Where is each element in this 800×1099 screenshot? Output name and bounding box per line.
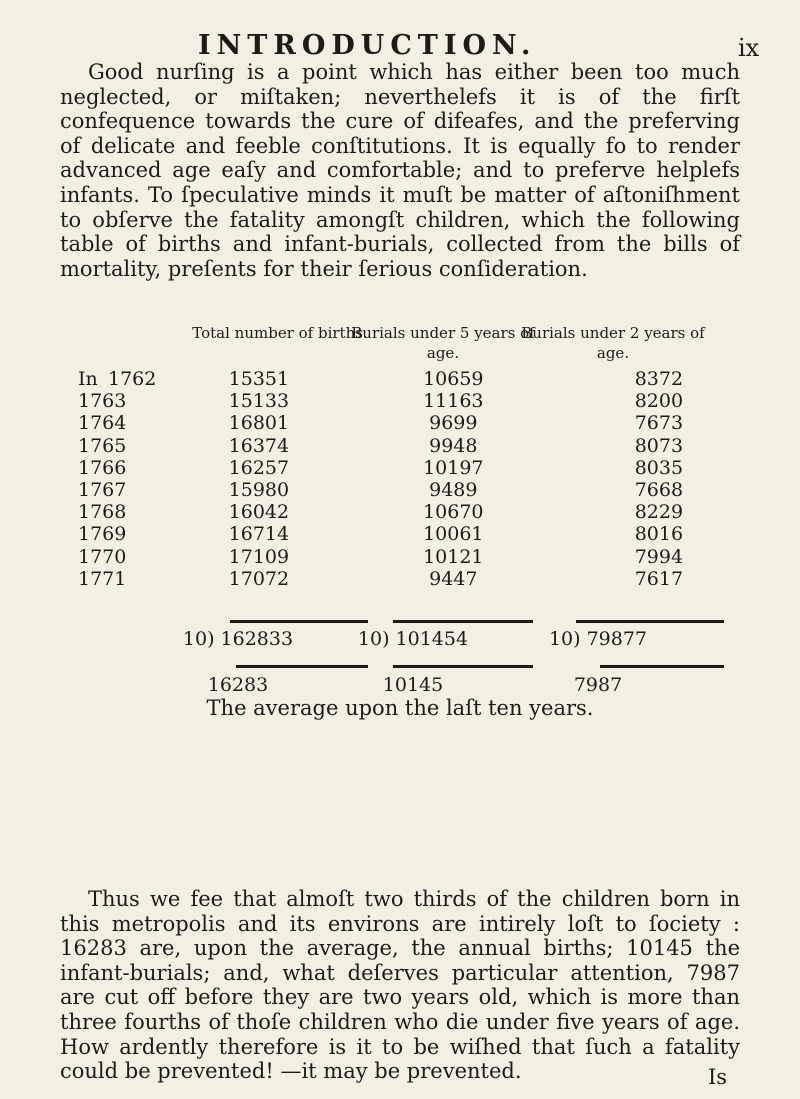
year-value: 1765: [78, 434, 127, 457]
births-cell: 16042: [228, 501, 290, 524]
under5-cell: 9489: [429, 479, 478, 502]
table-row: [50, 457, 770, 479]
under5-cell: 9447: [429, 567, 478, 590]
year-value: 1768: [78, 501, 127, 524]
paragraph-intro: Good nurſing is a point which has either been too much neglected, or miſtaken; neverthelefs it is of the firſt confequence towards the cure of difeafes, and the preferving of delicate and feeble conſtitutions. It is equally fo to render advanced age eaſy and comfortable; and to preferve helplefs infants. To ſpeculative minds it muſt be matter of aſtoniſhment to obſerve the fatality amongſt children, which the following table of births and infant-burials, collected from the bills of mortality, preſents for their ſerious conſideration.: [60, 60, 740, 281]
births-cell: 16374: [228, 434, 290, 457]
births-cell: 17109: [228, 545, 290, 568]
under2-cell: 7673: [634, 412, 684, 435]
table-row: [50, 546, 770, 568]
births-cell: 17072: [228, 567, 290, 590]
table-row: [50, 501, 770, 523]
column-header-burials-under-2: Burials under 2 years of age.: [521, 324, 705, 362]
year-cell: [50, 479, 159, 501]
under2-cell: 8016: [634, 523, 684, 546]
table-body: [50, 368, 770, 590]
table-row: [50, 479, 770, 501]
year-cell: [50, 501, 159, 523]
paragraph-conclusion: Thus we fee that almoſt two thirds of the children born in this metropolis and its environs are intirely loſt to ſociety : 16283 are, upon the average, the annual births; 10145 the infant-burials; and, what deſerves particular attention, 7987 are cut off before they are two years old, which is more than three fourths of thoſe children who die under five years of age. How ardently therefore is it to be wiſhed that ſuch a fatality could be prevented! —it may be prevented.: [60, 887, 740, 1084]
under2-cell: 8035: [634, 456, 684, 479]
births-cell: 16257: [228, 456, 290, 479]
averages-row: [50, 674, 770, 696]
births-cell: 16714: [228, 523, 290, 546]
year-value: 1769: [78, 523, 127, 546]
year-value: 1764: [78, 412, 127, 435]
average-under5: 10145: [382, 674, 444, 696]
table-rule: [230, 620, 368, 623]
column-header-births: Total number of births.: [192, 324, 368, 342]
table-rule: [393, 620, 533, 623]
year-cell: [50, 412, 159, 434]
column-header-burials-under-5: Burials under 5 years of age.: [351, 324, 535, 362]
in-word: In: [78, 368, 98, 391]
year-value: 1771: [78, 567, 127, 590]
year-value: 1767: [78, 479, 127, 502]
under2-cell: 7994: [634, 545, 684, 568]
total-under5: 10) 101454: [357, 628, 469, 650]
table-row: [50, 368, 770, 390]
under5-cell: 10670: [423, 501, 484, 524]
table-rule: [600, 665, 724, 668]
table-row: [50, 390, 770, 412]
table-rule: [236, 665, 368, 668]
under2-cell: 7617: [634, 567, 684, 590]
table-rule: [576, 620, 724, 623]
year-cell: [50, 568, 159, 590]
under2-cell: 8073: [634, 434, 684, 457]
births-burials-table: [50, 368, 770, 590]
table-row: [50, 568, 770, 590]
year-cell: [50, 390, 159, 412]
under5-cell: 11163: [423, 390, 484, 413]
average-births: 16283: [207, 674, 269, 696]
catchword: Is: [708, 1065, 728, 1089]
average-under2: 7987: [573, 674, 623, 696]
under2-cell: 7668: [634, 479, 684, 502]
births-cell: 15351: [228, 368, 290, 391]
total-births: 10) 162833: [182, 628, 294, 650]
under5-cell: 9699: [429, 412, 478, 435]
total-under2: 10) 79877: [548, 628, 648, 650]
under2-cell: 8200: [634, 390, 684, 413]
under2-cell: 8372: [634, 368, 684, 391]
average-note: The average upon the laſt ten years.: [206, 696, 594, 720]
under5-cell: 10061: [423, 523, 484, 546]
under2-cell: 8229: [634, 501, 684, 524]
year-value: 1766: [78, 456, 127, 479]
year-value: 1762: [108, 368, 157, 391]
table-row: [50, 523, 770, 545]
year-value: 1763: [78, 390, 127, 413]
year-cell: [50, 435, 159, 457]
births-cell: 15133: [228, 390, 290, 413]
table-rule: [393, 665, 533, 668]
totals-row: [50, 628, 770, 650]
year-cell: [50, 546, 159, 568]
year-value: 1770: [78, 545, 127, 568]
year-cell: [50, 523, 159, 545]
births-cell: 16801: [228, 412, 290, 435]
table-row: [50, 412, 770, 434]
running-head: INTRODUCTION.: [198, 30, 537, 61]
year-cell: [50, 368, 159, 390]
under5-cell: 10659: [423, 368, 484, 391]
page-number: ix: [738, 34, 760, 62]
year-cell: [50, 457, 159, 479]
under5-cell: 9948: [429, 434, 478, 457]
under5-cell: 10121: [423, 545, 484, 568]
births-cell: 15980: [228, 479, 290, 502]
under5-cell: 10197: [423, 456, 484, 479]
table-row: [50, 435, 770, 457]
